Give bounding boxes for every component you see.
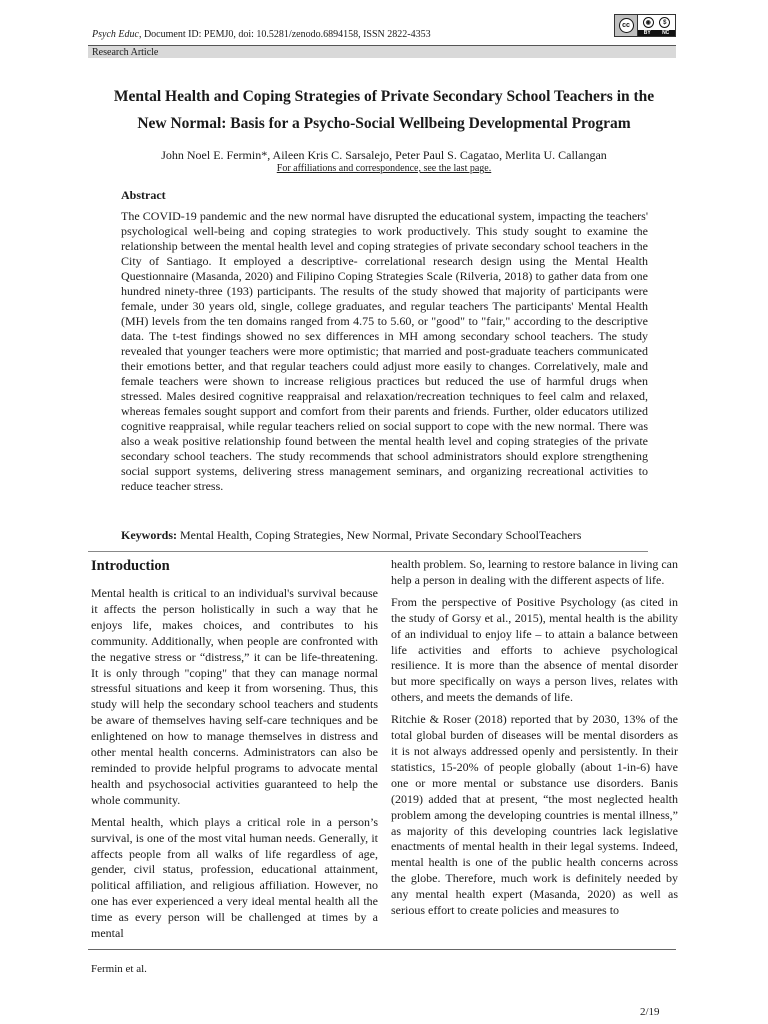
author-list: John Noel E. Fermin*, Aileen Kris C. Sarsalejo, Peter Paul S. Cagatao, Merlita U. Callangan xyxy=(161,148,607,162)
footer-author: Fermin et al. xyxy=(91,963,147,975)
journal-info xyxy=(92,29,431,40)
intro-paragraph-5: Ritchie & Roser (2018) reported that by 2030, 13% of the total global burden of diseases will be mental disorders as it is not always addressed openly and persistently. In their statistics, 15-20% of people globally (about 1-in-6) have one or more mental or substance use disorders. Banis (2019) added that at present, “the most neglected health problem among the developing countries is mental illness,” as majority of this developing countries lack legislative enactments of mental health in their legal systems. Indeed, mental health is one of the public health concerns across the globe. Therefore, much work is definitely needed by any mental health expert (Masanda, 2020) as well as serious effort to create policies and measures to xyxy=(391,712,678,918)
cc-icon: cc xyxy=(619,18,634,33)
intro-paragraph-1: Mental health is critical to an individual's survival because it affects the person holistically in such a way that he enjoys life, makes choices, and contributes to his community. Additionally, when people are confronted with the negative stress or “distress,” it can be life-threatening. It is only through "coping" that they can manage normal stressful situations and keep it from worsening. Thus, this study will help the secondary school teachers and students be aware of themselves having self-care techniques and be enlightened on how to manage themselves in distress and other mental health concerns. Administrators can also be reminded to provide helpful programs to advocate mental health and psychosocial activities guaranteed to help the whole community. xyxy=(91,586,378,807)
title-line-2: New Normal: Basis for a Psycho-Social Wellbeing Developmental Program xyxy=(137,115,631,132)
section-divider xyxy=(88,551,648,552)
left-column xyxy=(91,556,378,948)
keywords-label: Keywords: xyxy=(121,528,177,542)
intro-paragraph-4: From the perspective of Positive Psychology (as cited in the study of Gorsy et al., 2015), mental health is the ability of an individual to enjoy life – to attain a balance between life activities and efforts to achieve psychological resilience. It is more than the absence of mental disorder but more specifically on ways a person lives, relates with others, and meets the demands of life. xyxy=(391,594,678,705)
abstract-body: The COVID-19 pandemic and the new normal have disrupted the educational system, impacting the teachers' psychological well-being and coping strategies to work productively. This study sought to examine the relationship between the mental health level and coping strategies of private secondary school teachers in the City of Santiago. It employed a descriptive- correlational research design using the Mental Health Questionnaire (Masanda, 2020) and Filipino Coping Strategies Scale (Rilveria, 2018) to gather data from one hundred ninety-three (193) participants. The results of the study showed that majority of participants were female, under 30 years old, single, college graduates, and regular teachers The participants' Mental Health (MH) levels from the ten domains ranged from 4.75 to 5.60, or "good" to "fair," according to the descriptive data. The t-test findings showed no sex differences in MH among secondary school teachers. The study revealed that younger teachers were more optimistic; that married and post-graduate teachers communicated their emotions better, and that regular teachers could adjust more easily to changes. Correlatively, male and female teachers were shown to increase religious practices but reduced the use of harmful drugs when stressed. Males desired cognitive reappraisal and relaxation/recreation techniques to feel calm and relaxed, whereas females sought support and comfort from their parents and friends. Further, older educators utilized cognitive reappraisal, while regular teachers relied on social support to cope with the new normal. There was also a weak positive relationship found between the mental health level and coping strategies of the private secondary school teachers. The study recommends that school administrators should explore strengthening social support systems, delivering stress management seminars, and organizing recreational activities to reduce teacher stress. xyxy=(121,209,648,493)
cc-by-label: BY xyxy=(643,30,651,36)
keywords-text: Mental Health, Coping Strategies, New Normal, Private Secondary SchoolTeachers xyxy=(177,528,582,542)
article-type-bar: Research Article xyxy=(88,45,676,58)
keywords xyxy=(121,528,648,543)
document-id: , Document ID: PEMJ0, doi: 10.5281/zenodo.6894158, ISSN 2822-4353 xyxy=(138,29,431,40)
person-icon: ◉ xyxy=(643,17,654,28)
journal-name: Psych Educ xyxy=(92,29,139,40)
paper-title xyxy=(92,83,676,137)
page-number: 2/19 xyxy=(640,1006,660,1018)
right-column xyxy=(391,557,678,925)
intro-paragraph-2: Mental health, which plays a critical role in a person’s survival, is one of the most vital human needs. Generally, it affects people from all walks of life regardless of age, gender, civil status, profession, educational attainment, political affiliation, and religious affiliation. However, no one has ever experienced a very ideal mental health all the time as every person will be challenged at times by a mental xyxy=(91,814,378,941)
introduction-heading: Introduction xyxy=(91,558,170,574)
affiliations-link[interactable]: For affiliations and correspondence, see the last page. xyxy=(276,163,492,174)
title-line-1: Mental Health and Coping Strategies of Private Secondary School Teachers in the xyxy=(113,88,655,105)
cc-license-badge[interactable] xyxy=(614,14,676,37)
footer-divider xyxy=(88,949,676,950)
abstract-heading: Abstract xyxy=(121,188,166,202)
dollar-crossed-icon: $ xyxy=(659,17,670,28)
cc-nc-label: NC xyxy=(662,30,670,36)
intro-paragraph-3: health problem. So, learning to restore balance in living can help a person in dealing with the different aspects of life. xyxy=(391,557,678,587)
